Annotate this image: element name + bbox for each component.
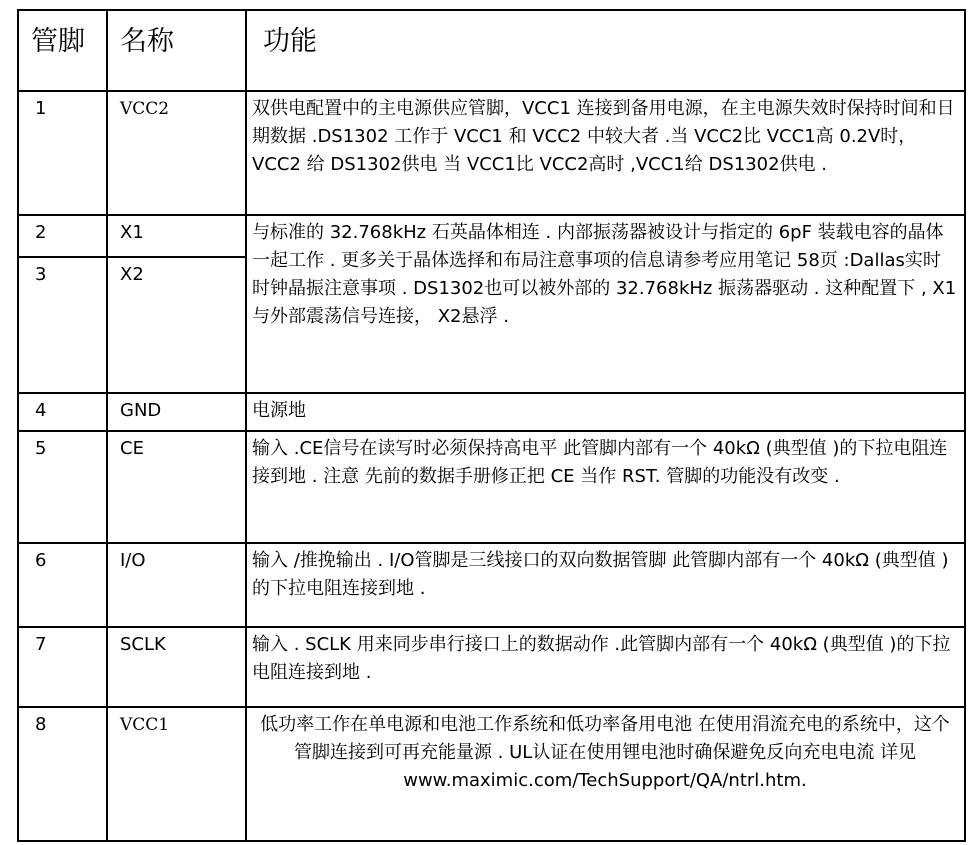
pin-name: I/O [107,543,246,627]
pin-number: 5 [18,431,107,543]
table-row [18,707,965,841]
header-name: 名称 [107,10,246,91]
pin-name: CE [107,431,246,543]
table-row [18,393,965,431]
pin-description: 输入 .CE信号在读写时必须保持高电平 此管脚内部有一个 40kΩ (典型值 )的下拉电阻连接到地 . 注意 先前的数据手册修正把 CE 当作 RST. 管脚的功能没有改变 . [246,431,965,543]
table-row [18,431,965,543]
table-row [18,91,965,215]
pin-name: X2 [107,257,246,393]
pin-description: 与标准的 32.768kHz 石英晶体相连 . 内部振荡器被设计与指定的 6pF 装载电容的晶体一起工作 . 更多关于晶体选择和布局注意事项的信息请参考应用笔记 58页 :Dallas实时时钟晶振注意事项 . DS1302也可以被外部的 32.768kHz 振荡器驱动 . 这种配置下 , X1 与外部震荡信号连接， X2悬浮 . [246,215,965,393]
pin-name: X1 [107,215,246,257]
pin-description: 输入 /推挽输出 . I/O管脚是三线接口的双向数据管脚 此管脚内部有一个 40kΩ (典型值 )的下拉电阻连接到地 . [246,543,965,627]
pin-name: GND [107,393,246,431]
pin-number: 2 [18,215,107,257]
table-row [18,543,965,627]
pin-number: 4 [18,393,107,431]
pin-name: VCC1 [107,707,246,841]
pin-number: 1 [18,91,107,215]
pin-name: SCLK [107,627,246,707]
pin-number: 8 [18,707,107,841]
table-header-row [18,10,965,91]
pin-description: 双供电配置中的主电源供应管脚，VCC1 连接到备用电源，在主电源失效时保持时间和日期数据 .DS1302 工作于 VCC1 和 VCC2 中较大者 .当 VCC2比 VCC1高 0.2V时，VCC2 给 DS1302供电 当 VCC1比 VCC2高时 ,VCC1给 DS1302供电 . [246,91,965,215]
table-row [18,215,965,257]
pin-number: 6 [18,543,107,627]
pin-description: 低功率工作在单电源和电池工作系统和低功率备用电池 在使用涓流充电的系统中，这个管脚连接到可再充能量源 . UL认证在使用锂电池时确保避免反向充电电流 详见 www.maximic.com/TechSupport/QA/ntrl.htm. [246,707,965,841]
header-function: 功能 [246,10,965,91]
pin-description: 输入 . SCLK 用来同步串行接口上的数据动作 .此管脚内部有一个 40kΩ (典型值 )的下拉电阻连接到地 . [246,627,965,707]
header-pin: 管脚 [18,10,107,91]
pin-name: VCC2 [107,91,246,215]
pin-number: 3 [18,257,107,393]
pin-description: 电源地 [246,393,965,431]
pin-number: 7 [18,627,107,707]
pin-description-table [17,9,966,842]
table-row [18,627,965,707]
